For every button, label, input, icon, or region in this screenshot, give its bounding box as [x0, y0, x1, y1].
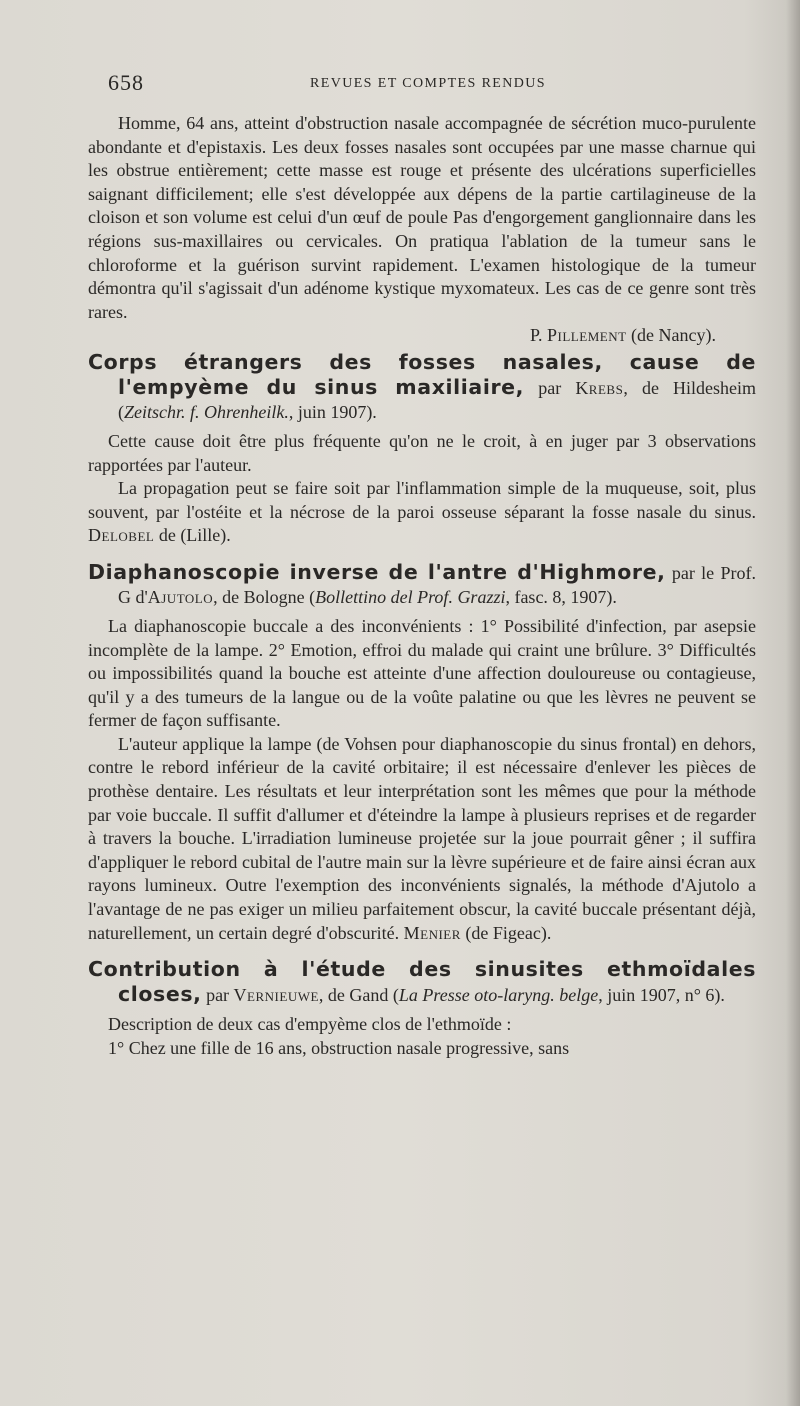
article-heading	[88, 350, 756, 424]
page-header	[108, 70, 756, 94]
article-source-journal: La Presse oto-laryng. belge	[398, 985, 599, 1006]
article-paragraph-text: L'auteur applique la lampe (de Vohsen pour diaphanoscopie du sinus frontal) en dehors, contre le rebord inférieur de la cavité orbitaire; il est nécessaire d'enlever les pièces de prothèse dentaire. Les résultats et leur interprétation sont les mêmes que pour la méthode par voie buccale. Il suffit d'allumer et d'éteindre la lampe à plusieurs reprises et de regarder à travers la bouche. L'irradiation lumineuse projetée sur la joue pourrait gêner ; il suffira d'appliquer le rebord cubital de l'autre main sur la lèvre supérieure et de faire ainsi écran aux rayons lumineux. Outre l'exemption des inconvénients signalés, la méthode d'Ajutolo a l'avantage de ne pas exiger un milieu parfaitement obscur, la cavité buccale présentant déjà, naturellement, un certain degré d'obscurité.	[88, 733, 756, 943]
article-ajutolo	[88, 560, 756, 945]
page-number: 658	[108, 70, 144, 95]
article-paragraph: Description de deux cas d'empyème clos de l'ethmoïde :	[108, 1014, 512, 1035]
article-author-place: , de Hildesheim	[623, 377, 757, 398]
article-source-open: (	[118, 401, 124, 422]
article-paragraph: 1° Chez une fille de 16 ans, obstruction nasale progressive, sans	[108, 1037, 570, 1058]
reviewer-place: (de Figeac).	[465, 922, 552, 943]
article-source-date: , fasc. 8, 1907).	[505, 586, 617, 607]
article-source-date: , juin 1907, n° 6).	[598, 985, 725, 1006]
article-author: Ajutolo	[147, 586, 214, 607]
article-heading	[88, 560, 756, 609]
article-paragraph	[88, 733, 756, 945]
article-paragraph	[88, 477, 756, 548]
article-author: Krebs	[575, 377, 624, 398]
reviewer-name: Menier	[403, 922, 461, 943]
article-source-date: , juin 1907).	[288, 401, 377, 422]
article-author-place: , de Bologne	[213, 586, 305, 607]
signature-initial: P.	[530, 325, 543, 346]
intro-signature	[88, 324, 756, 348]
article-title: Corps étrangers des fosses nasales, cause de l'empyème du sinus maxiliaire,	[88, 349, 756, 399]
running-head: REVUES ET COMPTES RENDUS	[310, 76, 546, 91]
article-krebs	[88, 350, 756, 548]
reviewer-name: Delobel	[88, 525, 155, 546]
article-paragraph: La diaphanoscopie buccale a des inconvénients : 1° Possibilité d'infection, par asepsie incomplète de la lampe. 2° Emotion, effroi du malade qui craint une brûlure. 3° Difficultés ou impossibilités quand la bouche est atteinte d'une affection douloureuse ou contagieuse, qu'il y a des tumeurs de la langue ou de la voûte palatine ou que les lèvres ne peuvent se fermer de façon suffisante.	[88, 615, 756, 731]
signature-place: (de Nancy).	[631, 325, 716, 346]
page-body	[88, 112, 756, 1060]
article-by: par	[538, 377, 562, 398]
article-title: Contribution à l'étude des sinusites ethmoïdales closes,	[88, 957, 756, 1007]
article-source-open: (	[309, 586, 316, 607]
article-paragraph: Cette cause doit être plus fréquente qu'on ne le croit, à en juger par 3 observations rapportées par l'auteur.	[88, 430, 756, 475]
intro-paragraph: Homme, 64 ans, atteint d'obstruction nasale accompagnée de sécrétion muco-purulente abondante et d'epistaxis. Les deux fosses nasales sont occupées par une masse charnue qui les obstrue entièrement; cette masse est rouge et présente des ulcérations superficielles saignant difficilement; elle s'est développée aux dépens de la partie cartilagineuse de la cloison et son volume est celui d'un œuf de poule Pas d'engorgement ganglionnaire dans les régions sus-maxillaires ou cervicales. On pratiqua l'ablation de la tumeur sans le chloroforme et la guérison survint rapidement. L'examen histologique de la tumeur démontra qu'il s'agissait d'un adénome kystique myxomateux. Les cas de ce genre sont très rares.	[88, 113, 756, 322]
article-author-place: , de Gand	[318, 985, 389, 1006]
signature-name: Pillement	[547, 325, 627, 346]
article-title: Diaphanoscopie inverse de l'antre d'Highmore,	[88, 559, 666, 584]
article-paragraph-text: La propagation peut se faire soit par l'inflammation simple de la muqueuse, soit, plus souvent, par l'ostéite et la nécrose de la paroi osseuse séparant la fosse nasale du sinus.	[88, 478, 756, 522]
reviewer-place: de (Lille).	[158, 525, 231, 546]
article-vernieuwe	[88, 957, 756, 1060]
article-source-journal: Bollettino del Prof. Grazzi	[315, 586, 506, 607]
article-heading	[88, 957, 756, 1007]
article-source-open: (	[392, 985, 399, 1006]
article-source-journal: Zeitschr. f. Ohrenheilk.	[124, 401, 289, 422]
article-author: Vernieuwe	[233, 985, 319, 1006]
article-by: par	[206, 985, 230, 1006]
article-by: par le Prof. G d'	[118, 562, 756, 607]
